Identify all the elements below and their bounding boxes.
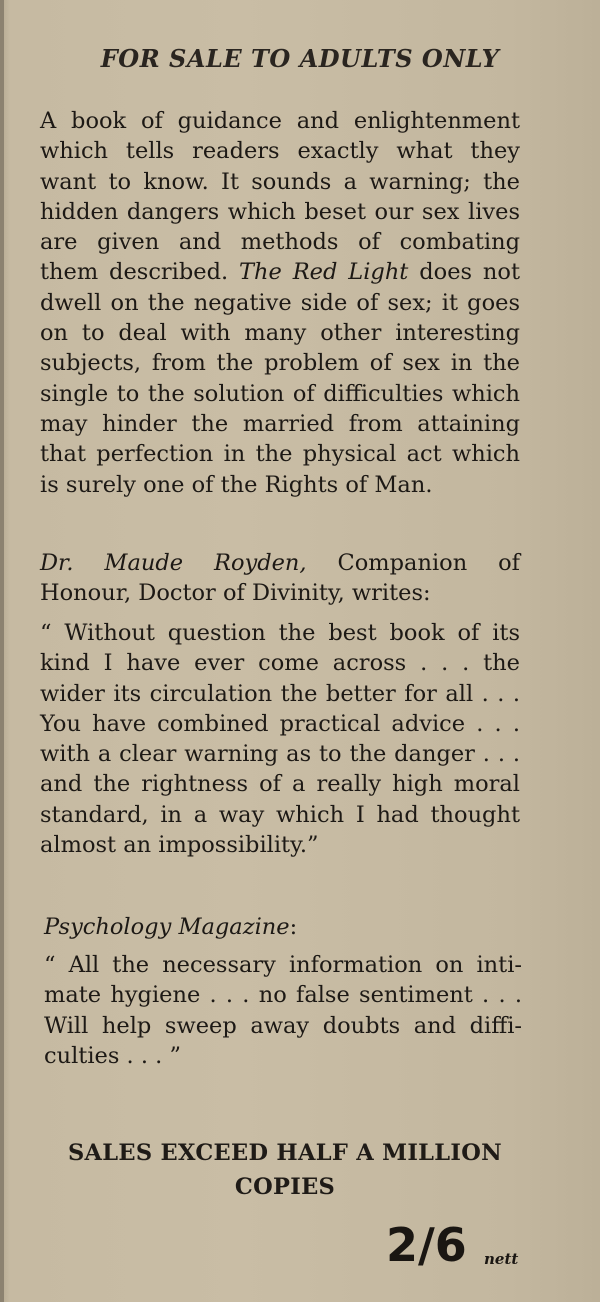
quote-line: and the rightness of a really high moral	[40, 771, 520, 798]
quote-line: Will help sweep away doubts and diffi-	[44, 1012, 522, 1039]
page-heading: FOR SALE TO ADULTS ONLY	[100, 44, 500, 73]
reviewer-name: Dr. Maude Royden,	[40, 550, 307, 576]
magazine-colon: :	[289, 914, 298, 940]
sales-line: COPIES	[234, 1174, 336, 1200]
description-line: that perfection in the physical act which	[40, 441, 520, 468]
quote-line: with a clear warning as to the danger . . .	[40, 741, 520, 768]
description-line: subjects, from the problem of sex in the	[40, 350, 520, 377]
description-line: dwell on the negative side of sex; it goes	[40, 289, 520, 316]
description-line: A book of guidance and enlightenment	[40, 108, 520, 134]
magazine-quote	[44, 950, 522, 1071]
price: 2/6	[386, 1218, 467, 1272]
description-line: want to know. It sounds a warning; the	[40, 168, 520, 195]
quote-line: “ All the necessary information on inti-	[44, 952, 522, 978]
quote-line: almost an impossibility.”	[40, 832, 319, 859]
quote-line: mate hygiene . . . no false sentiment . . .	[44, 982, 522, 1009]
quote-line: You have combined practical advice . . .	[40, 710, 520, 737]
sales-banner	[0, 1136, 570, 1204]
sales-line: SALES EXCEED HALF A MILLION	[67, 1140, 503, 1166]
description-line: which tells readers exactly what they	[40, 138, 520, 165]
price-suffix: nett	[484, 1250, 519, 1268]
quote-line: kind I have ever come across . . . the	[40, 650, 520, 677]
book-description	[40, 106, 520, 500]
quote-line: wider its circulation the better for all . . .	[40, 680, 520, 707]
description-line: on to deal with many other interesting	[40, 320, 520, 347]
quote-line: culties . . . ”	[44, 1042, 181, 1069]
description-line: hidden dangers which beset our sex lives	[40, 198, 520, 225]
description-line: single to the solution of difficulties which	[40, 380, 520, 407]
attribution-line	[40, 548, 520, 578]
quote-line: standard, in a way which I had thought	[40, 801, 520, 828]
magazine-attribution	[44, 912, 524, 942]
description-line: may hinder the married from attaining	[40, 410, 520, 437]
description-line: are given and methods of combating	[40, 229, 520, 256]
quote-line: “ Without question the best book of its	[40, 620, 520, 646]
spine-edge	[0, 0, 4, 1302]
attribution-line: Honour, Doctor of Divinity, writes:	[40, 580, 431, 607]
description-line-end: does not	[419, 259, 521, 286]
review-quote	[40, 618, 520, 860]
reviewer-honour: Companion of	[337, 550, 521, 576]
description-line: is surely one of the Rights of Man.	[40, 471, 433, 498]
review-attribution	[40, 548, 520, 609]
description-line-start: them described.	[40, 259, 229, 286]
book-title: The Red Light	[239, 259, 409, 286]
description-line-with-title	[40, 257, 520, 287]
magazine-name: Psychology Magazine	[44, 914, 290, 940]
